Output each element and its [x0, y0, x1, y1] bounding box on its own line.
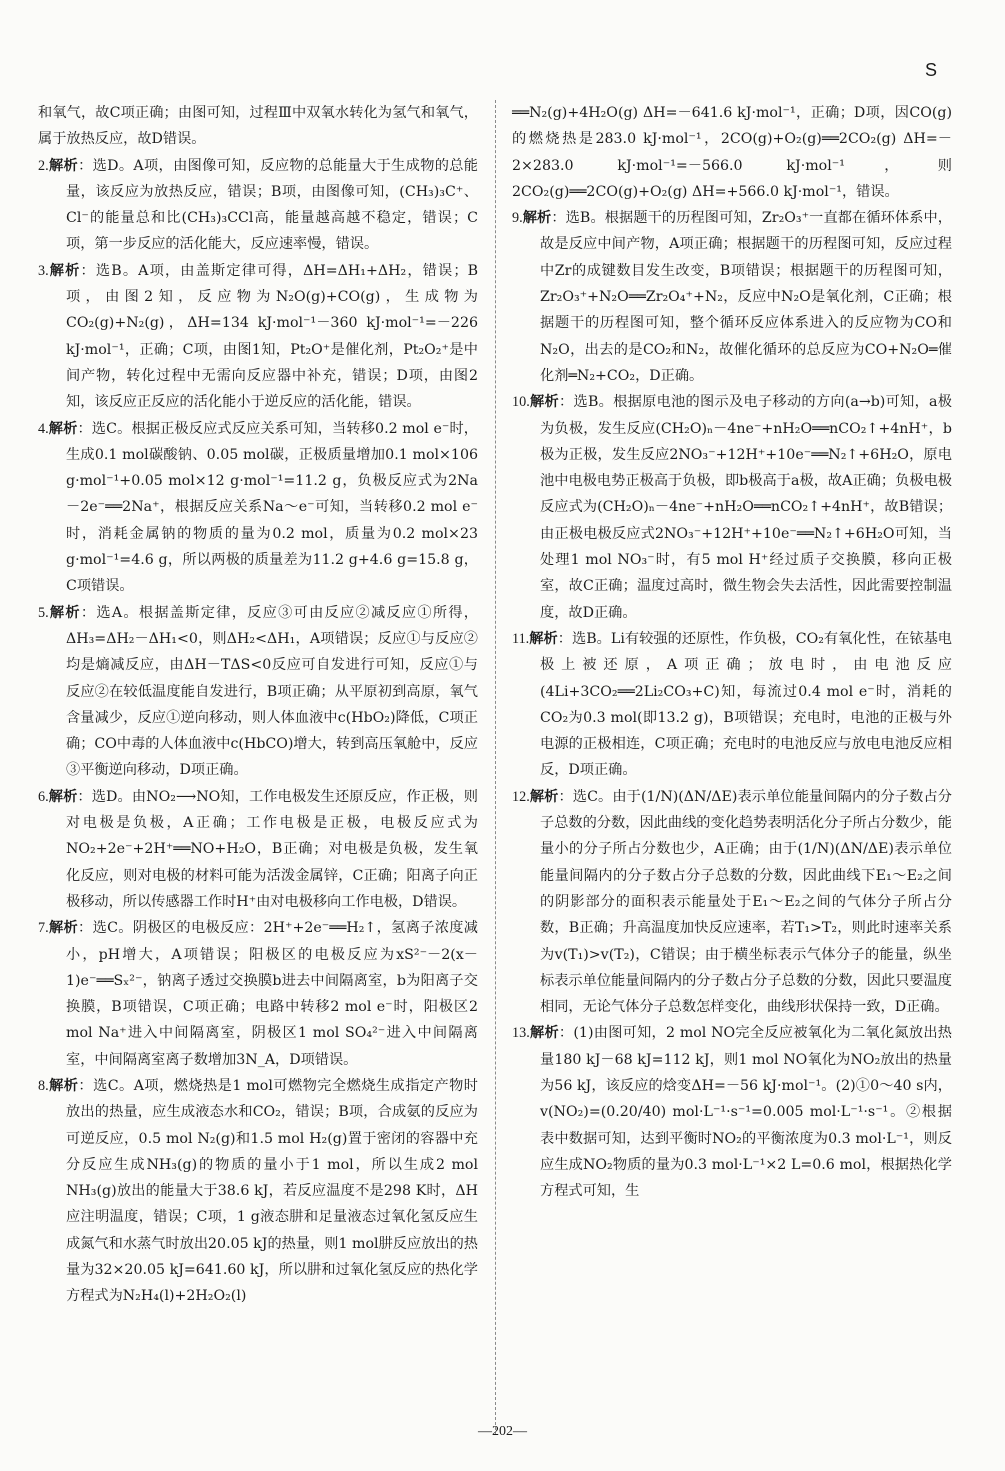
answer-item-11: 11.解析：选B。Li有较强的还原性，作负极，CO₂有氧化性，在铱基电极上被还原，A项正确；放电时，由电池反应(4Li+3CO₂══2Li₂CO₃+C)知，每流过0.4 mol e⁻时，消耗的CO₂为0.3 mol(即13.2 g)，B项错误；充电时，电池的正极与外电源的正极相连，C项正确；充电时的电池反应与放电电池反应相反，D项正确。 [512, 630, 952, 779]
right-intro: ══N₂(g)+4H₂O(g) ΔH=－641.6 kJ·mol⁻¹，正确；D项，因CO(g)的燃烧热是283.0 kJ·mol⁻¹，2CO(g)+O₂(g)══2CO₂(g) ΔH=－2×283.0 kJ·mol⁻¹=－566.0 kJ·mol⁻¹，则2CO₂(g)══2CO(g)+O₂(g) ΔH=+566.0 kJ·mol⁻¹，错误。 [512, 105, 952, 200]
left-column [38, 100, 478, 1310]
left-intro: 和氧气，故C项正确；由图可知，过程Ⅲ中双氧水转化为氢气和氧气，属于放热反应，故D错误。 [38, 105, 478, 148]
answer-item-7: 7.解析：选C。阴极区的电极反应：2H⁺+2e⁻══H₂↑，氢离子浓度减小，pH增大，A项错误；阳极区的电极反应为xS²⁻－2(x－1)e⁻══Sₓ²⁻，钠离子透过交换膜b进去中间隔离室，b为阳离子交换膜，B项错误，C项正确；电路中转移2 mol e⁻时，阳极区2 mol Na⁺进入中间隔离室，阴极区1 mol SO₄²⁻进入中间隔离室，中间隔离室离子数增加3N_A，D项错误。 [38, 920, 478, 1068]
answer-item-8: 8.解析：选C。A项，燃烧热是1 mol可燃物完全燃烧生成指定产物时放出的热量，应生成液态水和CO₂，错误；B项，合成氨的反应为可逆反应，0.5 mol N₂(g)和1.5 mol H₂(g)置于密闭的容器中充分反应生成NH₃(g)的物质的量小于1 mol，所以生成2 mol NH₃(g)放出的能量大于38.6 kJ，若反应温度不是298 K时，ΔH应注明温度，错误；C项，1 g液态肼和足量液态过氧化氢反应生成氮气和水蒸气时放出20.05 kJ的热量，则1 mol肼反应放出的热量为32×20.05 kJ=641.60 kJ，所以肼和过氧化氢反应的热化学方程式为N₂H₄(l)+2H₂O₂(l) [38, 1077, 478, 1305]
right-column [512, 100, 952, 1204]
corner-letter: S [924, 60, 937, 80]
column-divider [495, 100, 496, 1435]
answer-item-13: 13.解析：(1)由图可知，2 mol NO完全反应被氧化为二氧化氮放出热量180 kJ－68 kJ=112 kJ，则1 mol NO氧化为NO₂放出的热量为56 kJ，该反应的焓变ΔH=－56 kJ·mol⁻¹。(2)①0～40 s内，v(NO₂)=(0.20/40) mol·L⁻¹·s⁻¹=0.005 mol·L⁻¹·s⁻¹。②根据表中数据可知，达到平衡时NO₂的平衡浓度为0.3 mol·L⁻¹，则反应生成NO₂物质的量为0.3 mol·L⁻¹×2 L=0.6 mol，根据热化学方程式可知，生 [512, 1025, 952, 1200]
answer-item-2: 2.解析：选D。A项，由图像可知，反应物的总能量大于生成物的总能量，该反应为放热反应，错误；B项，由图像可知，(CH₃)₃C⁺、Cl⁻的能量总和比(CH₃)₃CCl高，能量越高越不稳定，错误；C项，第一步反应的活化能大，反应速率慢，错误。 [38, 157, 478, 253]
answer-item-6: 6.解析：选D。由NO₂⟶NO知，工作电极发生还原反应，作正极，则对电极是负极，A正确；工作电极是正极，电极反应式为NO₂+2e⁻+2H⁺══NO+H₂O，B正确；对电极是负极，发生氧化反应，则对电极的材料可能为活泼金属锌，C正确；阳离子向正极移动，所以传感器工作时H⁺由对电极移向工作电极，D错误。 [38, 788, 478, 910]
page-number: —202— [478, 1424, 527, 1439]
answer-item-12: 12.解析：选C。由于(1/N)(ΔN/ΔE)表示单位能量间隔内的分子数占分子总数的分数，因此曲线的变化趋势表明活化分子所占分数少，能量小的分子所占分数也少，A正确；由于(1/N)(ΔN/ΔE)表示单位能量间隔内的分子数占分子总数的分数，因此曲线下E₁～E₂之间的阴影部分的面积表示能量处于E₁～E₂之间的气体分子所占分数，B正确；升高温度加快反应速率，若T₁>T₂，则此时速率关系为v(T₁)>v(T₂)，C错误；由于横坐标表示气体分子的能量，纵坐标表示单位能量间隔内的分子数占分子总数的分数，因此只要温度相同，无论气体分子总数怎样变化，曲线形状保持一致，D正确。 [512, 788, 952, 1016]
answer-item-10: 10.解析：选B。根据原电池的图示及电子移动的方向(a→b)可知，a极为负极，发生反应(CH₂O)ₙ－4ne⁻+nH₂O══nCO₂↑+4nH⁺，b极为正极，发生反应2NO₃⁻+12H⁺+10e⁻══N₂↑+6H₂O，原电池中电极电势正极高于负极，即b极高于a极，故A正确；负极电极反应式为(CH₂O)ₙ－4ne⁻+nH₂O══nCO₂↑+4nH⁺，故B错误；由正极电极反应式2NO₃⁻+12H⁺+10e⁻══N₂↑+6H₂O可知，当处理1 mol NO₃⁻时，有5 mol H⁺经过质子交换膜，移向正极室，故C正确；温度过高时，微生物会失去活性，因此需要控制温度，故D正确。 [512, 394, 953, 621]
answer-item-5: 5.解析：选A。根据盖斯定律，反应③可由反应②减反应①所得，ΔH₃=ΔH₂－ΔH₁<0，则ΔH₂<ΔH₁，A项错误；反应①与反应②均是熵减反应，由ΔH－TΔS<0反应可自发进行可知，反应①与反应②在较低温度能自发进行，B项正确；从平原初到高原，氧气含量减少，反应①逆向移动，则人体血液中c(HbO₂)降低，C项正确；CO中毒的人体血液中c(HbCO)增大，转到高压氧舱中，反应③平衡逆向移动，D项正确。 [38, 604, 478, 779]
answer-item-3: 3.解析：选B。A项，由盖斯定律可得，ΔH=ΔH₁+ΔH₂，错误；B项，由图2知，反应物为N₂O(g)+CO(g)，生成物为CO₂(g)+N₂(g)，ΔH=134 kJ·mol⁻¹－360 kJ·mol⁻¹=－226 kJ·mol⁻¹，正确；C项，由图1知，Pt₂O⁺是催化剂，Pt₂O₂⁺是中间产物，转化过程中无需向反应器中补充，错误；D项，由图2知，该反应正反应的活化能小于逆反应的活化能，错误。 [38, 262, 478, 411]
answer-item-4: 4.解析：选C。根据正极反应式反应关系可知，当转移0.2 mol e⁻时，生成0.1 mol碳酸钠、0.05 mol碳，正极质量增加0.1 mol×106 g·mol⁻¹+0.05 mol×12 g·mol⁻¹=11.2 g，负极反应式为2Na－2e⁻══2Na⁺，根据反应关系Na～e⁻可知，当转移0.2 mol e⁻时，消耗金属钠的物质的量为0.2 mol，质量为0.2 mol×23 g·mol⁻¹=4.6 g，所以两极的质量差为11.2 g+4.6 g=15.8 g，C项错误。 [38, 420, 478, 595]
answer-item-9: 9.解析：选B。根据题干的历程图可知，Zr₂O₃⁺一直都在循环体系中，故是反应中间产物，A项正确；根据题干的历程图可知，反应过程中Zr的成键数目发生改变，B项错误；根据题干的历程图可知，Zr₂O₃⁺+N₂O══Zr₂O₄⁺+N₂，反应中N₂O是氧化剂，C正确；根据题干的历程图可知，整个循环反应体系进入的反应物为CO和N₂O，出去的是CO₂和N₂，故催化循环的总反应为CO+N₂O═催化剂═N₂+CO₂，D正确。 [512, 210, 952, 384]
